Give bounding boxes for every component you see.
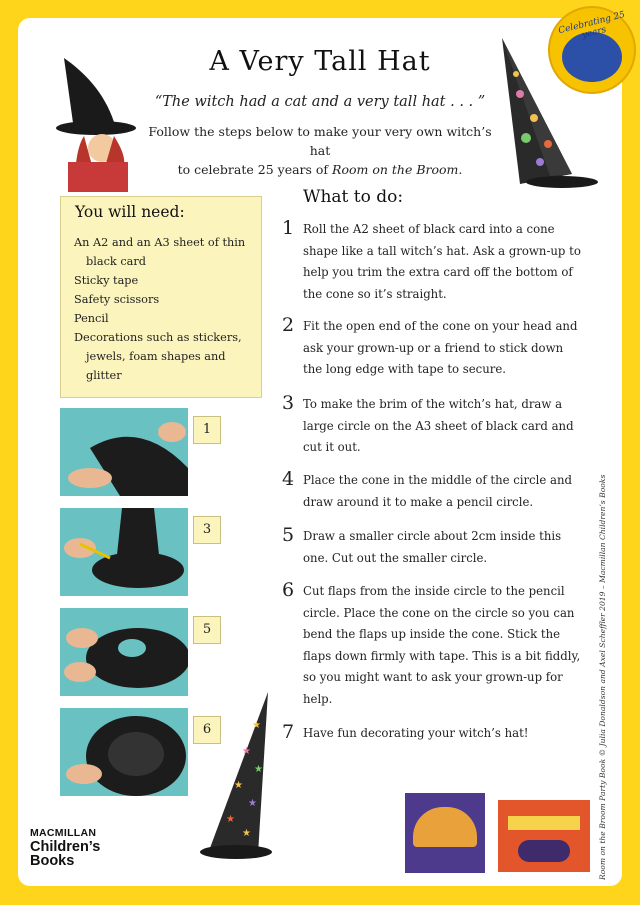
- intro-text: [140, 122, 500, 179]
- book-quote: “The witch had a cat and a very tall hat . . . ”: [154, 94, 486, 110]
- svg-text:★: ★: [234, 780, 243, 791]
- what-to-do-title: What to do:: [303, 187, 404, 207]
- photo-tag: 3: [193, 516, 221, 544]
- copyright-credit: Room on the Broom Party Book © Julia Donaldson and Axel Scheffler 2019 – Macmillan Children’s Books: [598, 474, 607, 880]
- publisher-logo-line2: Children’s: [30, 839, 101, 855]
- step-text: Fit the open end of the cone on your head and ask your grown-up or a friend to stick down the long edge with tape to secure.: [303, 319, 578, 376]
- step-text: Roll the A2 sheet of black card into a cone shape like a tall witch’s hat. Ask a grown-up to help you trim the extra card off the bottom of the cone so it’s straight.: [303, 222, 581, 301]
- step-photo-folding-flaps: [60, 708, 188, 796]
- svg-text:★: ★: [248, 798, 257, 809]
- svg-text:★: ★: [242, 828, 251, 839]
- materials-list: [74, 233, 254, 385]
- step-text: Have fun decorating your witch’s hat!: [303, 726, 529, 740]
- svg-text:★: ★: [242, 746, 251, 757]
- decorated-hat-illustration: [196, 688, 282, 868]
- publisher-logo-line1: MACMILLAN: [30, 827, 97, 839]
- svg-text:★: ★: [254, 764, 263, 775]
- material-item: An A2 and an A3 sheet of thin black card: [74, 236, 246, 268]
- step-photo-cutting-circle: [60, 608, 188, 696]
- material-item: Decorations such as stickers, jewels, foam shapes and glitter: [74, 331, 242, 382]
- photo-tag: 1: [193, 416, 221, 444]
- step-number: 2: [282, 314, 295, 336]
- photo-tag: 5: [193, 616, 221, 644]
- material-item: Pencil: [74, 312, 109, 325]
- step-number: 1: [282, 217, 295, 239]
- step-text: Place the cone in the middle of the circle and draw around it to make a pencil circle.: [303, 473, 573, 509]
- photo-tag: 6: [193, 716, 221, 744]
- book-cover-room-on-the-broom: [498, 800, 590, 872]
- page-title: A Very Tall Hat: [209, 46, 431, 77]
- you-will-need-title: You will need:: [75, 203, 185, 221]
- intro-suffix: .: [458, 162, 463, 177]
- svg-text:★: ★: [226, 814, 235, 825]
- svg-text:★: ★: [252, 720, 261, 731]
- material-item: Safety scissors: [74, 293, 160, 306]
- step-text: Draw a smaller circle about 2cm inside this one. Cut out the smaller circle.: [303, 529, 562, 565]
- publisher-logo: [30, 840, 140, 868]
- step-text: Cut flaps from the inside circle to the pencil circle. Place the cone on the circle so you can bend the flaps up inside the cone. Stick the flaps down firmly with tape. This is a bit fiddly, so you might want to ask your grown-up for help.: [303, 584, 581, 706]
- intro-book-title: Room on the Broom: [332, 162, 459, 177]
- step-number: 3: [282, 392, 295, 414]
- step-number: 7: [282, 721, 295, 743]
- intro-line-1: Follow the steps below to make your very own witch’s hat: [148, 124, 492, 158]
- step-photo-drawing-circle: [60, 508, 188, 596]
- publisher-logo-line3: Books: [30, 853, 75, 869]
- badge-text: Celebrating 25 years: [557, 10, 627, 41]
- book-cover-party-book: [405, 793, 485, 873]
- step-photo-rolling-cone: [60, 408, 188, 496]
- you-will-need-box: [60, 196, 262, 398]
- step-number: 4: [282, 468, 295, 490]
- intro-line-2: to celebrate 25 years of: [177, 162, 333, 177]
- step-number: 6: [282, 579, 295, 601]
- step-text: To make the brim of the witch’s hat, draw a large circle on the A3 sheet of black card and cut it out.: [303, 397, 574, 454]
- material-item: Sticky tape: [74, 274, 139, 287]
- step-number: 5: [282, 524, 295, 546]
